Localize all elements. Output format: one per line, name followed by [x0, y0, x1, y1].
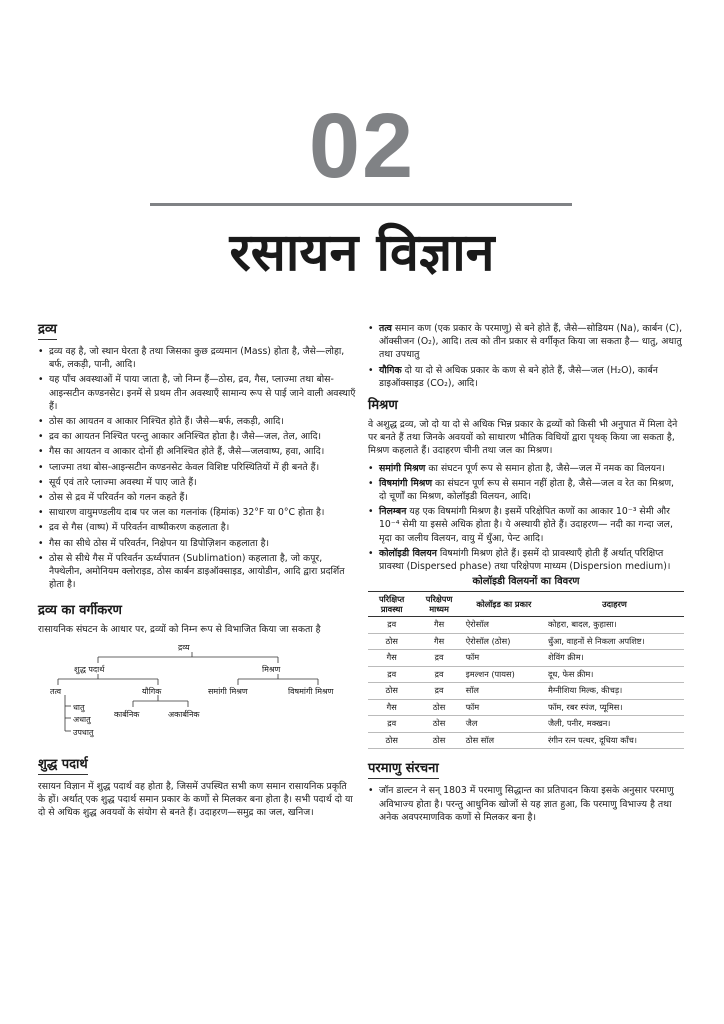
list-item: • गैस का सीधे ठोस में परिवर्तन, निक्षेपन या डिपोज़िशन कहलाता है।: [38, 537, 356, 550]
table-row: [368, 699, 684, 716]
column-header: कोलॉइड का प्रकार: [463, 592, 545, 617]
table-cell: इमल्शन (पायस): [463, 666, 545, 683]
left-column: [38, 322, 356, 823]
tree-node-organic: कार्बनिक: [114, 709, 140, 719]
table-header-row: [368, 592, 684, 617]
table-cell: ठोस: [368, 683, 415, 700]
tree-node-metal: धातु: [73, 702, 85, 712]
definition: यह एक विषमांगी मिश्रण है। इसमें परिक्षेपित कणों का आकार 10⁻³ सेमी और 10⁻⁴ सेमी या इससे अधिक होता है। ये अस्थायी होते हैं। उदाहरण— नदी का गन्दा जल, मृदा का जलीय विलयन, वायु में धुँआ, पेन्ट आदि।: [379, 506, 673, 544]
right-column: [368, 322, 684, 826]
tree-node-compound: यौगिक: [142, 686, 162, 696]
classification-tree: [38, 641, 356, 753]
list-item: • गैस का आयतन व आकार दोनों ही अनिश्चित होते हैं, जैसे—जलवाष्प, हवा, आदि।: [38, 445, 356, 458]
list-item: • यह पाँच अवस्थाओं में पाया जाता है, जो निम्न हैं—ठोस, द्रव, गैस, प्लाज्मा तथा बोस-आइन्सटीन कण्डनसेट। इनमें से प्रथम तीन अवस्थाएँ सामान्य रूप से पाई जाने वाली अवस्थाएँ हैं।: [38, 373, 356, 413]
column-header: परिक्षिप्त प्रावस्था: [368, 592, 415, 617]
list-item: • द्रव से गैस (वाष्प) में परिवर्तन वाष्पीकरण कहलाता है।: [38, 521, 356, 534]
table-cell: फॉम: [463, 650, 545, 667]
chapter-divider: [150, 203, 572, 206]
definition: दो या दो से अधिक प्रकार के कण से बने होते हैं, जैसे—जल (H₂O), कार्बन डाइऑक्साइड (CO₂), आदि।: [379, 364, 658, 389]
tree-node-mixture: मिश्रण: [262, 664, 281, 674]
list-item: [368, 505, 684, 545]
table-row: [368, 666, 684, 683]
table-row: [368, 716, 684, 733]
table-cell: जैल: [463, 716, 545, 733]
atom-structure-list: [368, 784, 684, 824]
table-cell: गैस: [368, 699, 415, 716]
list-item: [368, 462, 684, 475]
list-item: • प्लाज्मा तथा बोस-आइन्सटीन कण्डनसेट केवल विशिष्ट परिस्थितियों में ही बनते हैं।: [38, 461, 356, 474]
table-caption: कोलॉइडी विलयनों का विवरण: [472, 576, 580, 588]
list-item: • साधारण वायुमण्डलीय दाब पर जल का गलनांक (हिमांक) 32°F या 0°C होता है।: [38, 506, 356, 519]
table-cell: ठोस: [368, 633, 415, 650]
table-cell: द्रव: [415, 650, 462, 667]
table-cell: जैली, पनीर, मक्खन।: [545, 716, 684, 733]
term: यौगिक: [379, 364, 402, 376]
table-cell: ठोस: [415, 732, 462, 749]
table-cell: द्रव: [415, 683, 462, 700]
tree-node-element: तत्व: [50, 686, 62, 696]
table-row: [368, 650, 684, 667]
table-cell: गैस: [368, 650, 415, 667]
table-cell: गैस: [415, 633, 462, 650]
table-cell: सॉल: [463, 683, 545, 700]
table-cell: धुँआ, वाहनों से निकला अपशिष्ट।: [545, 633, 684, 650]
table-cell: द्रव: [368, 617, 415, 634]
classification-intro: रासायनिक संघटन के आधार पर, द्रव्यों को निम्न रूप से विभाजित किया जा सकता है: [38, 624, 321, 636]
pure-substance-text: रसायन विज्ञान में शुद्ध पदार्थ वह होता है, जिसमें उपस्थित सभी कण समान रासायनिक प्रकृति के हों। अर्थात् एक शुद्ध पदार्थ समान प्रकार के कणों से मिलकर बना होता है। सभी पदार्थ दो या दो से अधिक शुद्ध अवयवों के संयोग से बनते हैं। उदाहरण—समुद्र का जल, खनिज।: [38, 780, 353, 819]
list-item: • ठोस का आयतन व आकार निश्चित होते हैं। जैसे—बर्फ, लकड़ी, आदि।: [38, 415, 356, 428]
list-item: • द्रव्य वह है, जो स्थान घेरता है तथा जिसका कुछ द्रव्यमान (Mass) होता है, जैसे—लोहा, बर्फ, लकड़ी, पानी, आदि।: [38, 345, 356, 371]
chapter-number: 02: [308, 95, 416, 197]
table-cell: शेविंग क्रीम।: [545, 650, 684, 667]
list-item: • सूर्य एवं तारे प्लाज्मा अवस्था में पाए जाते हैं।: [38, 476, 356, 489]
definition: विषमांगी मिश्रण होते हैं। इसमें दो प्रावस्थाएँ होती हैं अर्थात् परिक्षिप्त प्रावस्था (Dispersed phase) तथा परिक्षेपण माध्यम (Dispersion medium)।: [379, 547, 671, 573]
table-cell: दूध, फेस क्रीम।: [545, 666, 684, 683]
tree-node-inorganic: अकार्बनिक: [168, 709, 200, 719]
section-heading-pure: शुद्ध पदार्थ: [38, 757, 88, 775]
table-cell: गैस: [415, 617, 462, 634]
table-cell: द्रव: [368, 666, 415, 683]
chapter-title: रसायन विज्ञान: [229, 223, 495, 283]
section-heading-mishran: मिश्रण: [368, 398, 398, 414]
table-cell: द्रव: [415, 666, 462, 683]
definition: का संघटन पूर्ण रूप से समान नहीं होता है, जैसे—जल व रेत का मिश्रण, दो चूर्णों का मिश्रण, कोलॉइडी विलयन, आदि।: [379, 477, 675, 503]
list-item: [368, 322, 684, 362]
tree-node-root: द्रव्य: [178, 642, 190, 652]
table-cell: ऐरोसॉल: [463, 617, 545, 634]
element-compound-list: [368, 322, 684, 390]
table-cell: ठोस: [368, 732, 415, 749]
table-cell: फॉम: [463, 699, 545, 716]
definition: समान कण (एक प्रकार के परमाणु) से बने होते हैं, जैसे—सोडियम (Na), कार्बन (C), ऑक्सीजन (O₂), आदि। तत्व को तीन प्रकार से वर्गीकृत किया जा सकता है— धातु, अधातु तथा उपधातु: [379, 323, 683, 361]
table-cell: रंगीन रत्न पत्थर, दूधिया काँच।: [545, 732, 684, 749]
table-row: [368, 617, 684, 634]
table-cell: ठोस सॉल: [463, 732, 545, 749]
list-item: [368, 547, 684, 573]
table-cell: ठोस: [415, 716, 462, 733]
tree-node-heterogeneous: विषमांगी मिश्रण: [288, 686, 334, 696]
section-heading-classification: द्रव्य का वर्गीकरण: [38, 603, 122, 619]
tree-node-metalloid: उपधातु: [73, 727, 94, 737]
list-item: • ठोस से द्रव में परिवर्तन को गलन कहते हैं।: [38, 491, 356, 504]
tree-node-pure: शुद्ध पदार्थ: [74, 664, 105, 674]
term: निलम्बन: [379, 506, 407, 518]
column-header: परिक्षेपण माध्यम: [415, 592, 462, 617]
section-heading-atom-structure: परमाणु संरचना: [368, 761, 439, 779]
section-heading-dravya: द्रव्य: [38, 322, 57, 340]
table-cell: ऐरोसॉल (ठोस): [463, 633, 545, 650]
mishran-list: [368, 462, 684, 574]
table-cell: ठोस: [415, 699, 462, 716]
table-row: [368, 633, 684, 650]
table-cell: द्रव: [368, 716, 415, 733]
tree-node-nonmetal: अधातु: [73, 714, 91, 724]
dravya-list: [38, 345, 356, 591]
table-row: [368, 732, 684, 749]
list-item: • ठोस से सीधे गैस में परिवर्तन ऊर्ध्वपातन (Sublimation) कहलाता है, जो कपूर, नैफ्थेलीन, अमोनियम क्लोराइड, ठोस कार्बन डाइऑक्साइड, आयोडीन, आदि द्वारा प्रदर्शित होता है।: [38, 552, 356, 592]
table-cell: मैग्नीशिया मिल्क, कीचड़।: [545, 683, 684, 700]
definition: का संघटन पूर्ण रूप से समान होता है, जैसे—जल में नमक का विलयन।: [425, 462, 665, 474]
term: कोलॉइडी विलयन: [379, 547, 437, 559]
mishran-intro: वे अशुद्ध द्रव्य, जो दो या दो से अधिक भिन्न प्रकार के द्रव्यों को किसी भी अनुपात में मिला देने पर बनते हैं तथा जिनके अवयवों को साधारण भौतिक विधियों द्वारा पृथक् किया जा सकता है, मिश्रण कहलाते हैं। उदाहरण चीनी तथा जल का मिश्रण।: [368, 419, 678, 457]
term: समांगी मिश्रण: [379, 462, 426, 474]
tree-node-homogeneous: समांगी मिश्रण: [208, 686, 248, 696]
list-item: • द्रव का आयतन निश्चित परन्तु आकार अनिश्चित होता है। जैसे—जल, तेल, आदि।: [38, 430, 356, 443]
term: तत्व: [379, 323, 392, 334]
term: विषमांगी मिश्रण: [379, 477, 433, 489]
list-item: [368, 364, 684, 390]
list-item: [368, 477, 684, 503]
list-item: • जॉन डाल्टन ने सन् 1803 में परमाणु सिद्धान्त का प्रतिपादन किया इसके अनुसार परमाणु अविभाज्य होता है। परन्तु आधुनिक खोजों से यह ज्ञात हुआ, कि परमाणु विभाज्य है तथा अनेक अवपरमाणविक कणों से मिलकर बना है।: [368, 784, 684, 824]
column-header: उदाहरण: [545, 592, 684, 617]
table-cell: फॉम, रबर स्पंज, प्यूमिस।: [545, 699, 684, 716]
table-row: [368, 683, 684, 700]
colloid-table: [368, 591, 684, 749]
table-cell: कोहरा, बादल, कुहासा।: [545, 617, 684, 634]
